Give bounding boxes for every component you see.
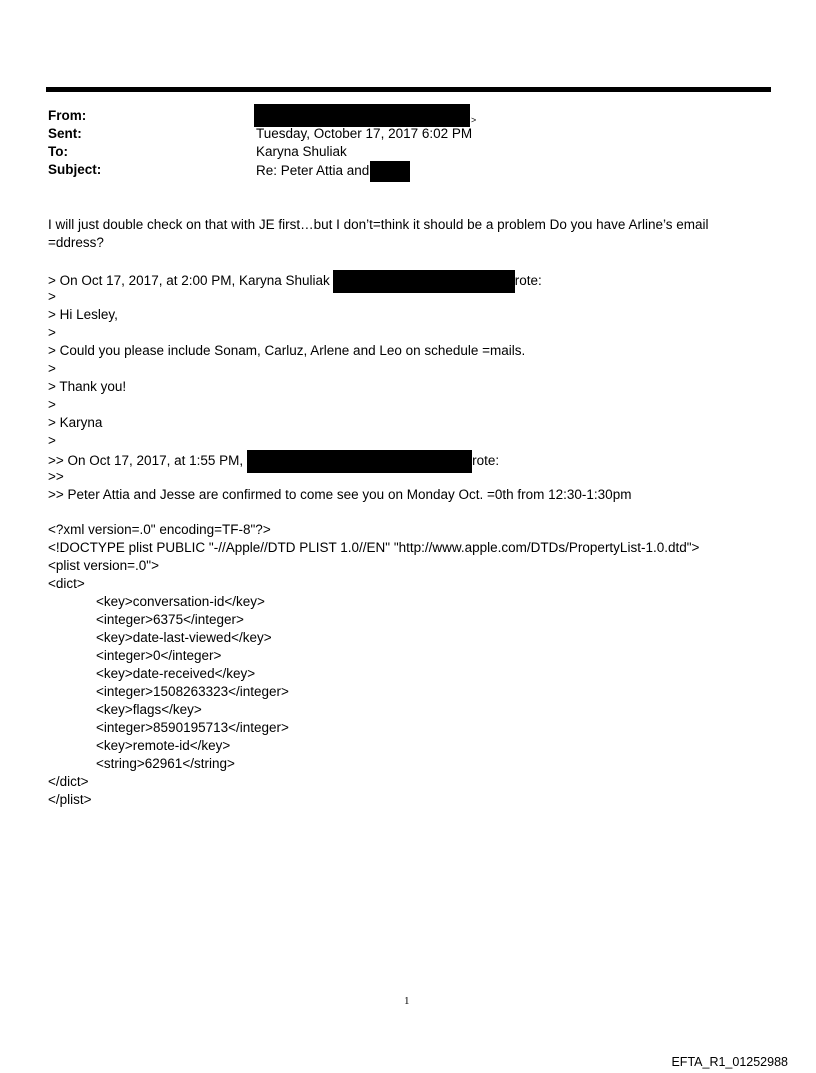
quote-line: > — [48, 289, 56, 304]
quote-header-2 — [48, 450, 499, 468]
plist-dict-line: <integer>1508263323</integer> — [96, 684, 289, 699]
to-label: To: — [48, 144, 68, 159]
to-row — [48, 143, 768, 161]
message-body: I will just double check on that with JE first…but I don’t=think it should be a problem Do you have Arline’s email =ddress? — [48, 217, 709, 250]
document-id: EFTA_R1_01252988 — [671, 1055, 788, 1069]
quote-header-1-redaction — [333, 270, 515, 293]
plist-closing-line: </dict> — [48, 774, 89, 789]
from-trailing-mark: > — [471, 115, 477, 125]
quote-header-2-suffix: rote: — [472, 453, 500, 469]
sent-label: Sent: — [48, 126, 82, 141]
top-divider — [46, 87, 771, 92]
quote-line: > Thank you! — [48, 379, 127, 394]
sent-value: Tuesday, October 17, 2017 6:02 PM — [256, 126, 473, 141]
subject-value: Re: Peter Attia and — [256, 163, 370, 179]
from-row — [48, 107, 768, 125]
quote-line: > — [48, 397, 56, 412]
plist-dict-line: <key>conversation-id</key> — [96, 594, 265, 609]
plist-dict-line: <integer>0</integer> — [96, 648, 222, 663]
quote-header-1 — [48, 270, 542, 288]
plist-line: <plist version=.0"> — [48, 558, 159, 573]
quote-header-1-suffix: rote: — [514, 273, 542, 289]
quote-line: > Karyna — [48, 415, 103, 430]
quote-header-1-text: > On Oct 17, 2017, at 2:00 PM, Karyna Shuliak — [48, 273, 330, 289]
subject-redaction — [370, 161, 410, 182]
quote-line: > Could you please include Sonam, Carluz, Arlene and Leo on schedule =mails. — [48, 343, 526, 358]
quote-header-2-text: >> On Oct 17, 2017, at 1:55 PM, — [48, 453, 244, 469]
from-label: From: — [48, 108, 87, 123]
plist-dict-line: <key>date-last-viewed</key> — [96, 630, 272, 645]
quote-line: > — [48, 325, 56, 340]
subject-value-wrap — [256, 161, 410, 182]
from-redaction — [254, 104, 470, 127]
plist-line: <dict> — [48, 576, 85, 591]
quote-line: > — [48, 433, 56, 448]
quote-line: > Hi Lesley, — [48, 307, 118, 322]
plist-closing-line: </plist> — [48, 792, 92, 807]
plist-dict-line: <integer>6375</integer> — [96, 612, 244, 627]
plist-dict-line: <key>date-received</key> — [96, 666, 256, 681]
subject-row — [48, 161, 768, 179]
plist-dict-line: <string>62961</string> — [96, 756, 235, 771]
quote-line: > — [48, 361, 56, 376]
plist-dict-line: <integer>8590195713</integer> — [96, 720, 289, 735]
quote-header-2-redaction — [247, 450, 472, 473]
plist-dict-line: <key>flags</key> — [96, 702, 202, 717]
quote-line: >> Peter Attia and Jesse are confirmed to come see you on Monday Oct. =0th from 12:30-1:30pm — [48, 487, 632, 502]
page-number: 1 — [404, 995, 410, 1007]
quote-line: >> — [48, 469, 64, 484]
sent-row — [48, 125, 768, 143]
subject-label: Subject: — [48, 162, 102, 177]
plist-line: <?xml version=.0" encoding=TF-8"?> — [48, 522, 271, 537]
to-value: Karyna Shuliak — [256, 144, 347, 159]
plist-dict-line: <key>remote-id</key> — [96, 738, 231, 753]
plist-line: <!DOCTYPE plist PUBLIC "-//Apple//DTD PLIST 1.0//EN" "http://www.apple.com/DTDs/PropertyList-1.0.dtd"> — [48, 540, 700, 555]
